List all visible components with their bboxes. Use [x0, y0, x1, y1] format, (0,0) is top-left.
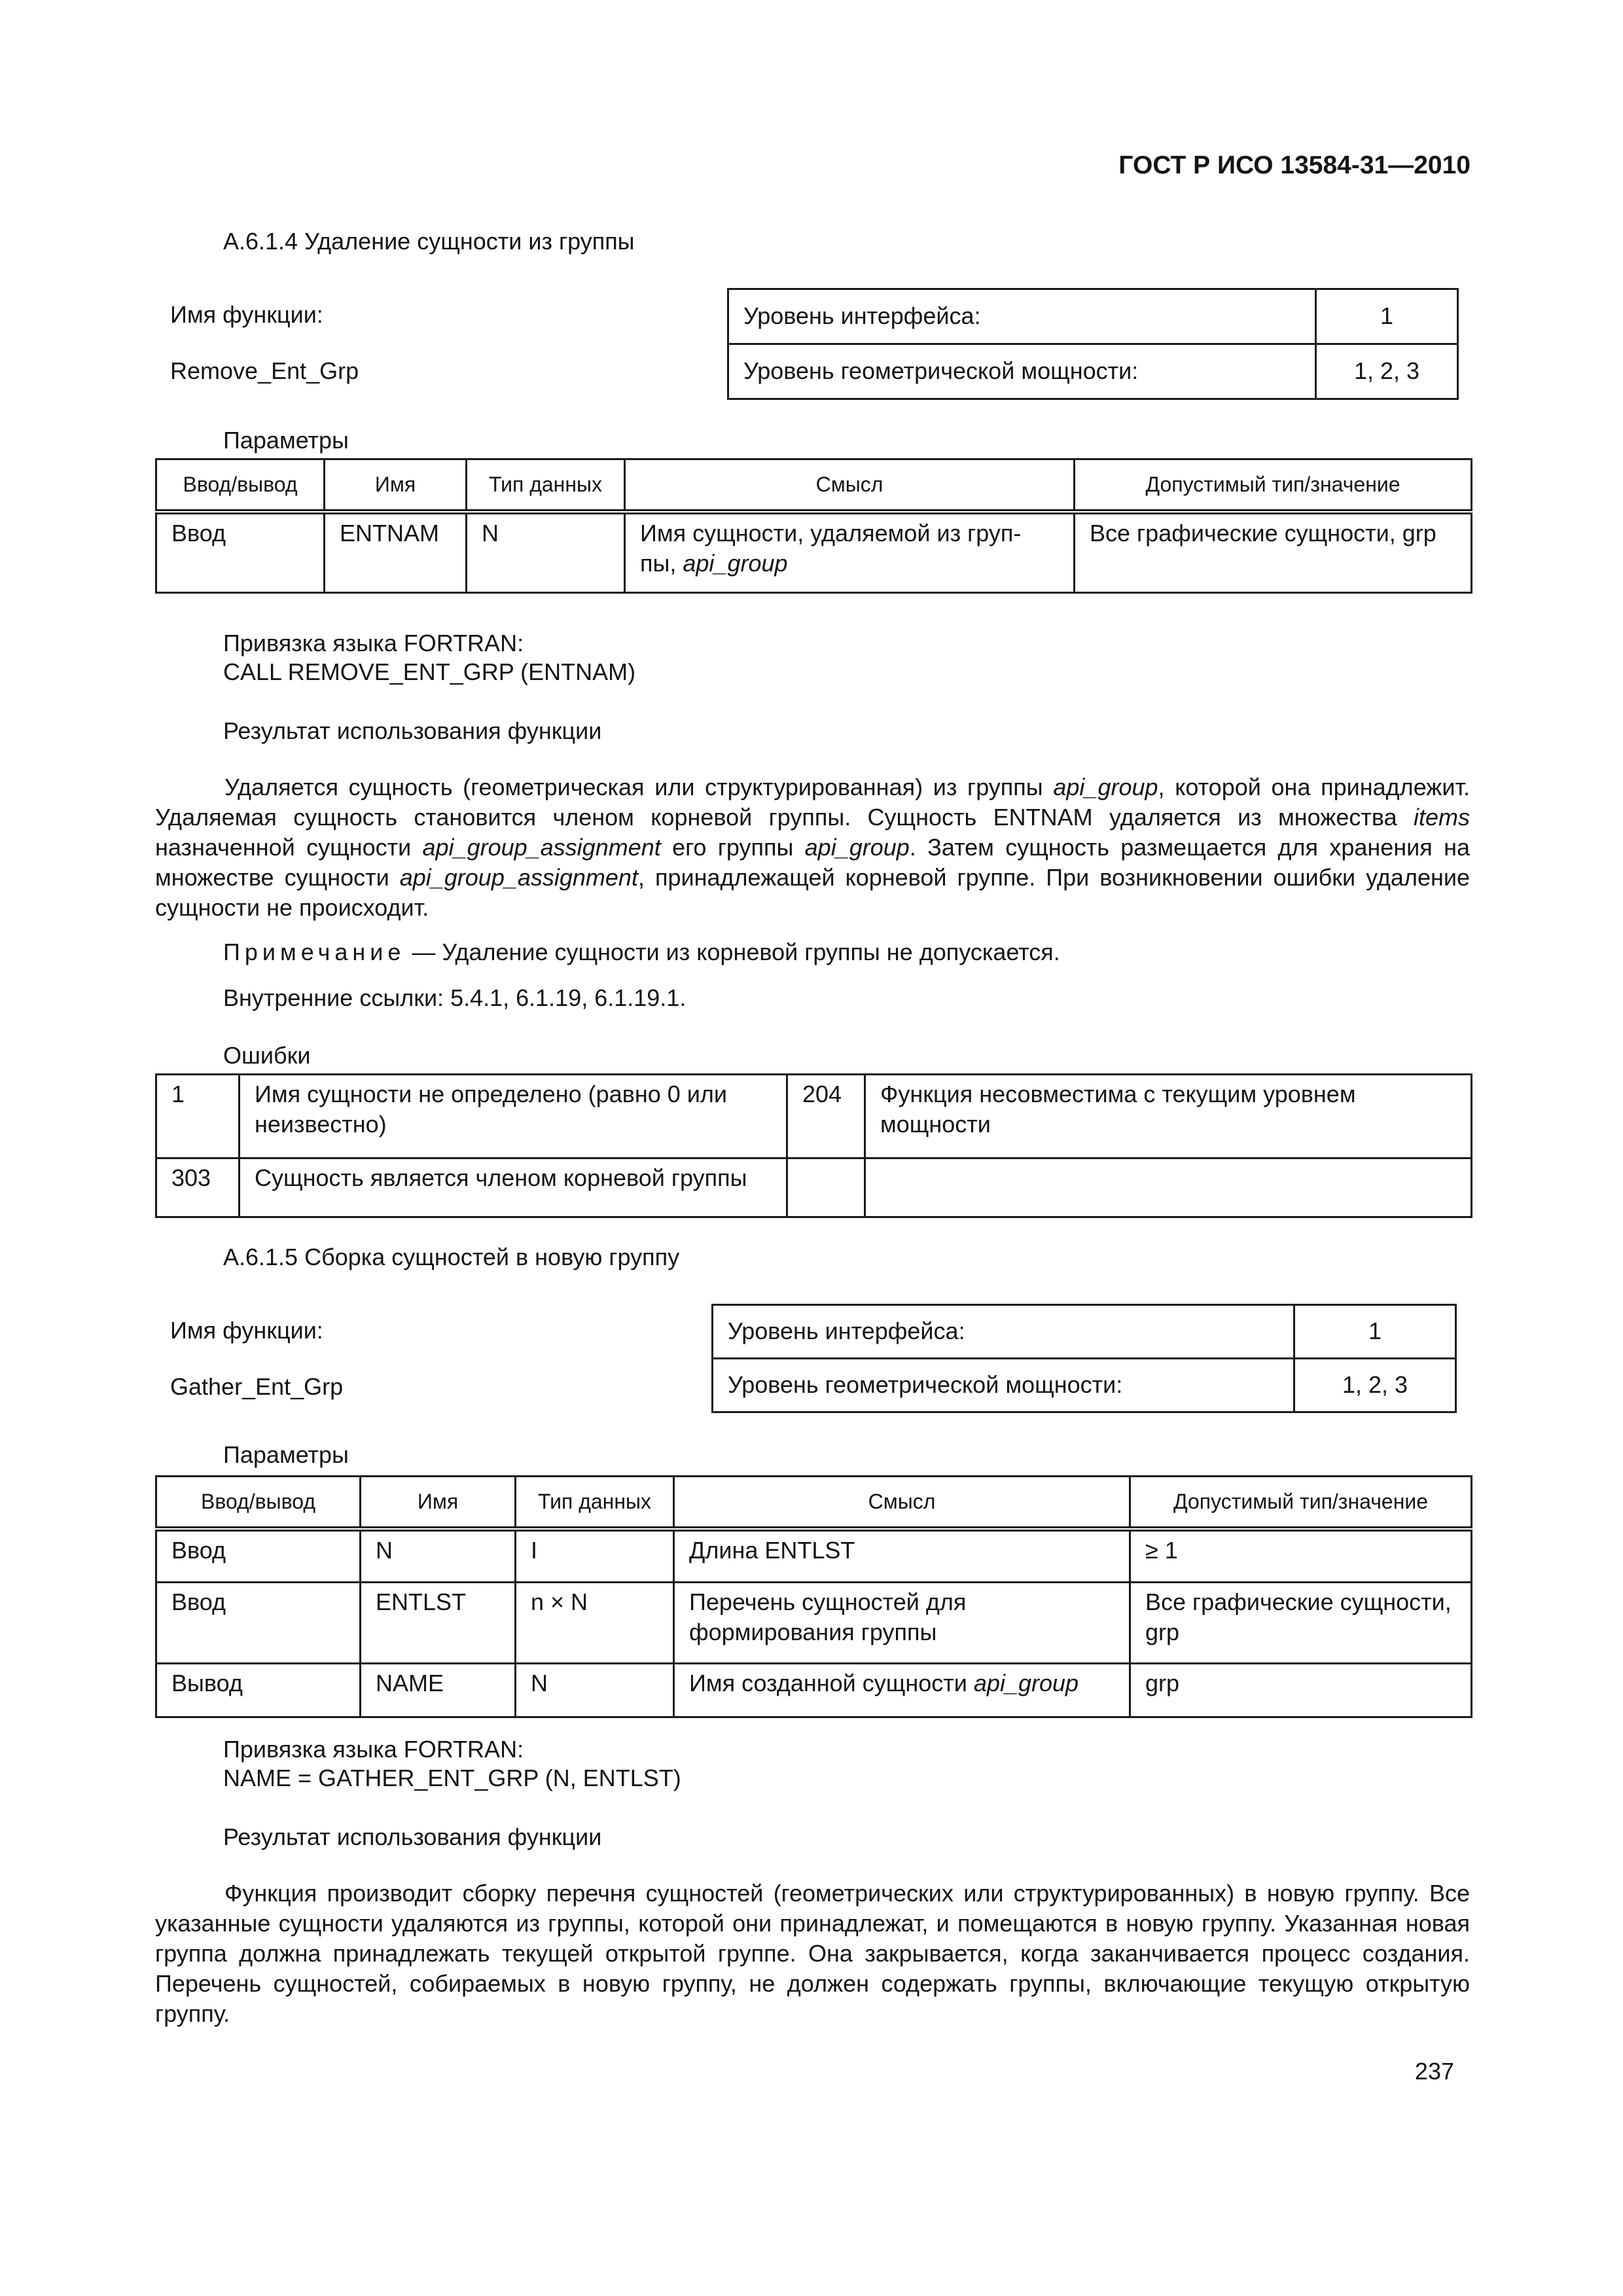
result-text: , принадлежащей корневой группе. При возникновении ошибки удаление сущности не происходит. [155, 864, 1470, 921]
levels-table-a614 [727, 288, 1459, 400]
cell-type: I [516, 1529, 674, 1583]
col-header-allowed: Допустимый тип/значение [1075, 459, 1472, 512]
error-code: 303 [156, 1158, 240, 1217]
fortran-label: Привязка языка FORTRAN: [223, 630, 524, 656]
col-header-io: Ввод/вывод [156, 1477, 361, 1529]
result-paragraph: Функция производит сборку перечня сущностей (геометрических или структурированных) в новую группу. Все указанные сущности удаляются из группы, которой они принадлежат, и помещаются в новую группу. Указанная новая группа должна принадлежать текущей открытой группе. Она закрывается, когда заканчивается процесс создания. Перечень сущностей, собираемых в новую группу, не должен содержать группы, включающие текущую открытую группу. [155, 1880, 1470, 2027]
fortran-label: Привязка языка FORTRAN: [223, 1736, 524, 1763]
result-text: назначенной сущности [155, 834, 423, 861]
interface-level-value: 1 [1316, 289, 1458, 344]
params-label: Параметры [223, 427, 349, 454]
result-label: Результат использования функции [223, 717, 602, 744]
table-row [156, 1583, 1472, 1664]
result-term: api_group [804, 834, 910, 861]
function-name: Gather_Ent_Grp [170, 1373, 344, 1400]
cell-type: n × N [516, 1583, 674, 1664]
meaning-text-cont: пы, [640, 549, 683, 577]
params-table-a615 [155, 1475, 1472, 1718]
result-text: . Затем сущность размещается для хранения на множестве сущности [155, 834, 1470, 891]
cell-meaning: Длина ENTLST [674, 1529, 1130, 1583]
error-text: Функция несовместима с текущим уровнем мощности [865, 1075, 1472, 1158]
col-header-type: Тип данных [516, 1477, 674, 1529]
cell-type: N [467, 512, 625, 593]
geometry-level-value: 1, 2, 3 [1316, 344, 1458, 399]
table-row [728, 344, 1458, 399]
cell-allowed: ≥ 1 [1130, 1529, 1472, 1583]
col-header-io: Ввод/вывод [156, 459, 325, 512]
params-table-a614 [155, 458, 1472, 594]
result-paragraph [155, 772, 1470, 923]
cell-name: N [361, 1529, 516, 1583]
table-row [728, 289, 1458, 344]
col-header-name: Имя [361, 1477, 516, 1529]
result-text: Удаляется сущность (геометрическая или структурированная) из группы [224, 774, 1054, 800]
cell-io: Ввод [156, 1529, 361, 1583]
table-header-row [156, 1477, 1472, 1529]
errors-table [155, 1073, 1472, 1218]
note-text: — Удаление сущности из корневой группы не допускается. [405, 939, 1060, 965]
error-code: 1 [156, 1075, 240, 1158]
table-row [156, 512, 1472, 593]
cell-io: Вывод [156, 1664, 361, 1717]
result-term: items [1413, 804, 1470, 831]
document-id: ГОСТ Р ИСО 13584-31—2010 [1118, 151, 1471, 179]
levels-table-a615 [711, 1304, 1457, 1413]
geometry-level-value: 1, 2, 3 [1294, 1359, 1456, 1412]
meaning-term: api_group [683, 549, 788, 577]
cell-allowed: Все графические сущности, grp [1130, 1583, 1472, 1664]
interface-level-label: Уровень интерфейса: [713, 1305, 1294, 1359]
section-title-a614: А.6.1.4 Удаление сущности из группы [223, 228, 635, 255]
table-row [156, 1664, 1472, 1717]
function-name: Remove_Ent_Grp [170, 357, 359, 384]
fortran-call: NAME = GATHER_ENT_GRP (N, ENTLST) [223, 1765, 681, 1791]
error-text: Сущность является членом корневой группы [240, 1158, 787, 1217]
error-code [787, 1158, 865, 1217]
note [223, 937, 1060, 967]
fortran-call: CALL REMOVE_ENT_GRP (ENTNAM) [223, 658, 636, 685]
col-header-allowed: Допустимый тип/значение [1130, 1477, 1472, 1529]
cell-meaning [674, 1664, 1130, 1717]
function-name-label: Имя функции: [170, 301, 323, 328]
cell-name: ENTNAM [325, 512, 467, 593]
error-text: Имя сущности не определено (равно 0 или неизвестно) [240, 1075, 787, 1158]
errors-label: Ошибки [223, 1042, 311, 1069]
section-title-a615: А.6.1.5 Сборка сущностей в новую группу [223, 1244, 680, 1270]
table-row [156, 1158, 1472, 1217]
interface-level-value: 1 [1294, 1305, 1456, 1359]
page-number: 237 [1414, 2058, 1454, 2085]
table-row [713, 1359, 1456, 1412]
params-label: Параметры [223, 1441, 349, 1468]
cell-allowed: Все графические сущности, grp [1075, 512, 1472, 593]
result-label: Результат использования функции [223, 1823, 602, 1850]
col-header-type: Тип данных [467, 459, 625, 512]
result-term: api_group [1053, 774, 1158, 800]
col-header-name: Имя [325, 459, 467, 512]
error-code: 204 [787, 1075, 865, 1158]
table-header-row [156, 459, 1472, 512]
col-header-meaning: Смысл [674, 1477, 1130, 1529]
function-name-label: Имя функции: [170, 1317, 323, 1344]
result-text: его группы [660, 834, 805, 861]
internal-refs: Внутренние ссылки: 5.4.1, 6.1.19, 6.1.19.1. [223, 984, 687, 1011]
geometry-level-label: Уровень геометрической мощности: [713, 1359, 1294, 1412]
cell-io: Ввод [156, 1583, 361, 1664]
geometry-level-label: Уровень геометрической мощности: [728, 344, 1316, 399]
result-term: api_group_assignment [399, 864, 638, 891]
meaning-term: api_group [973, 1670, 1079, 1696]
result-text: , которой она принадлежит. Удаляемая сущность становится членом корневой группы. Сущность ENTNAM удаляется из множества [155, 774, 1470, 831]
cell-meaning [625, 512, 1075, 593]
meaning-text: Имя сущности, удаляемой из груп- [640, 519, 1022, 547]
col-header-meaning: Смысл [625, 459, 1075, 512]
note-label: Примечание [223, 939, 406, 965]
cell-meaning: Перечень сущностей для формирования группы [674, 1583, 1130, 1664]
table-row [713, 1305, 1456, 1359]
cell-io: Ввод [156, 512, 325, 593]
cell-name: ENTLST [361, 1583, 516, 1664]
cell-type: N [516, 1664, 674, 1717]
result-term: api_group_assignment [422, 834, 661, 861]
cell-name: NAME [361, 1664, 516, 1717]
table-row [156, 1529, 1472, 1583]
error-text [865, 1158, 1472, 1217]
meaning-text: Имя созданной сущности [689, 1670, 974, 1696]
table-row [156, 1075, 1472, 1158]
interface-level-label: Уровень интерфейса: [728, 289, 1316, 344]
cell-allowed: grp [1130, 1664, 1472, 1717]
